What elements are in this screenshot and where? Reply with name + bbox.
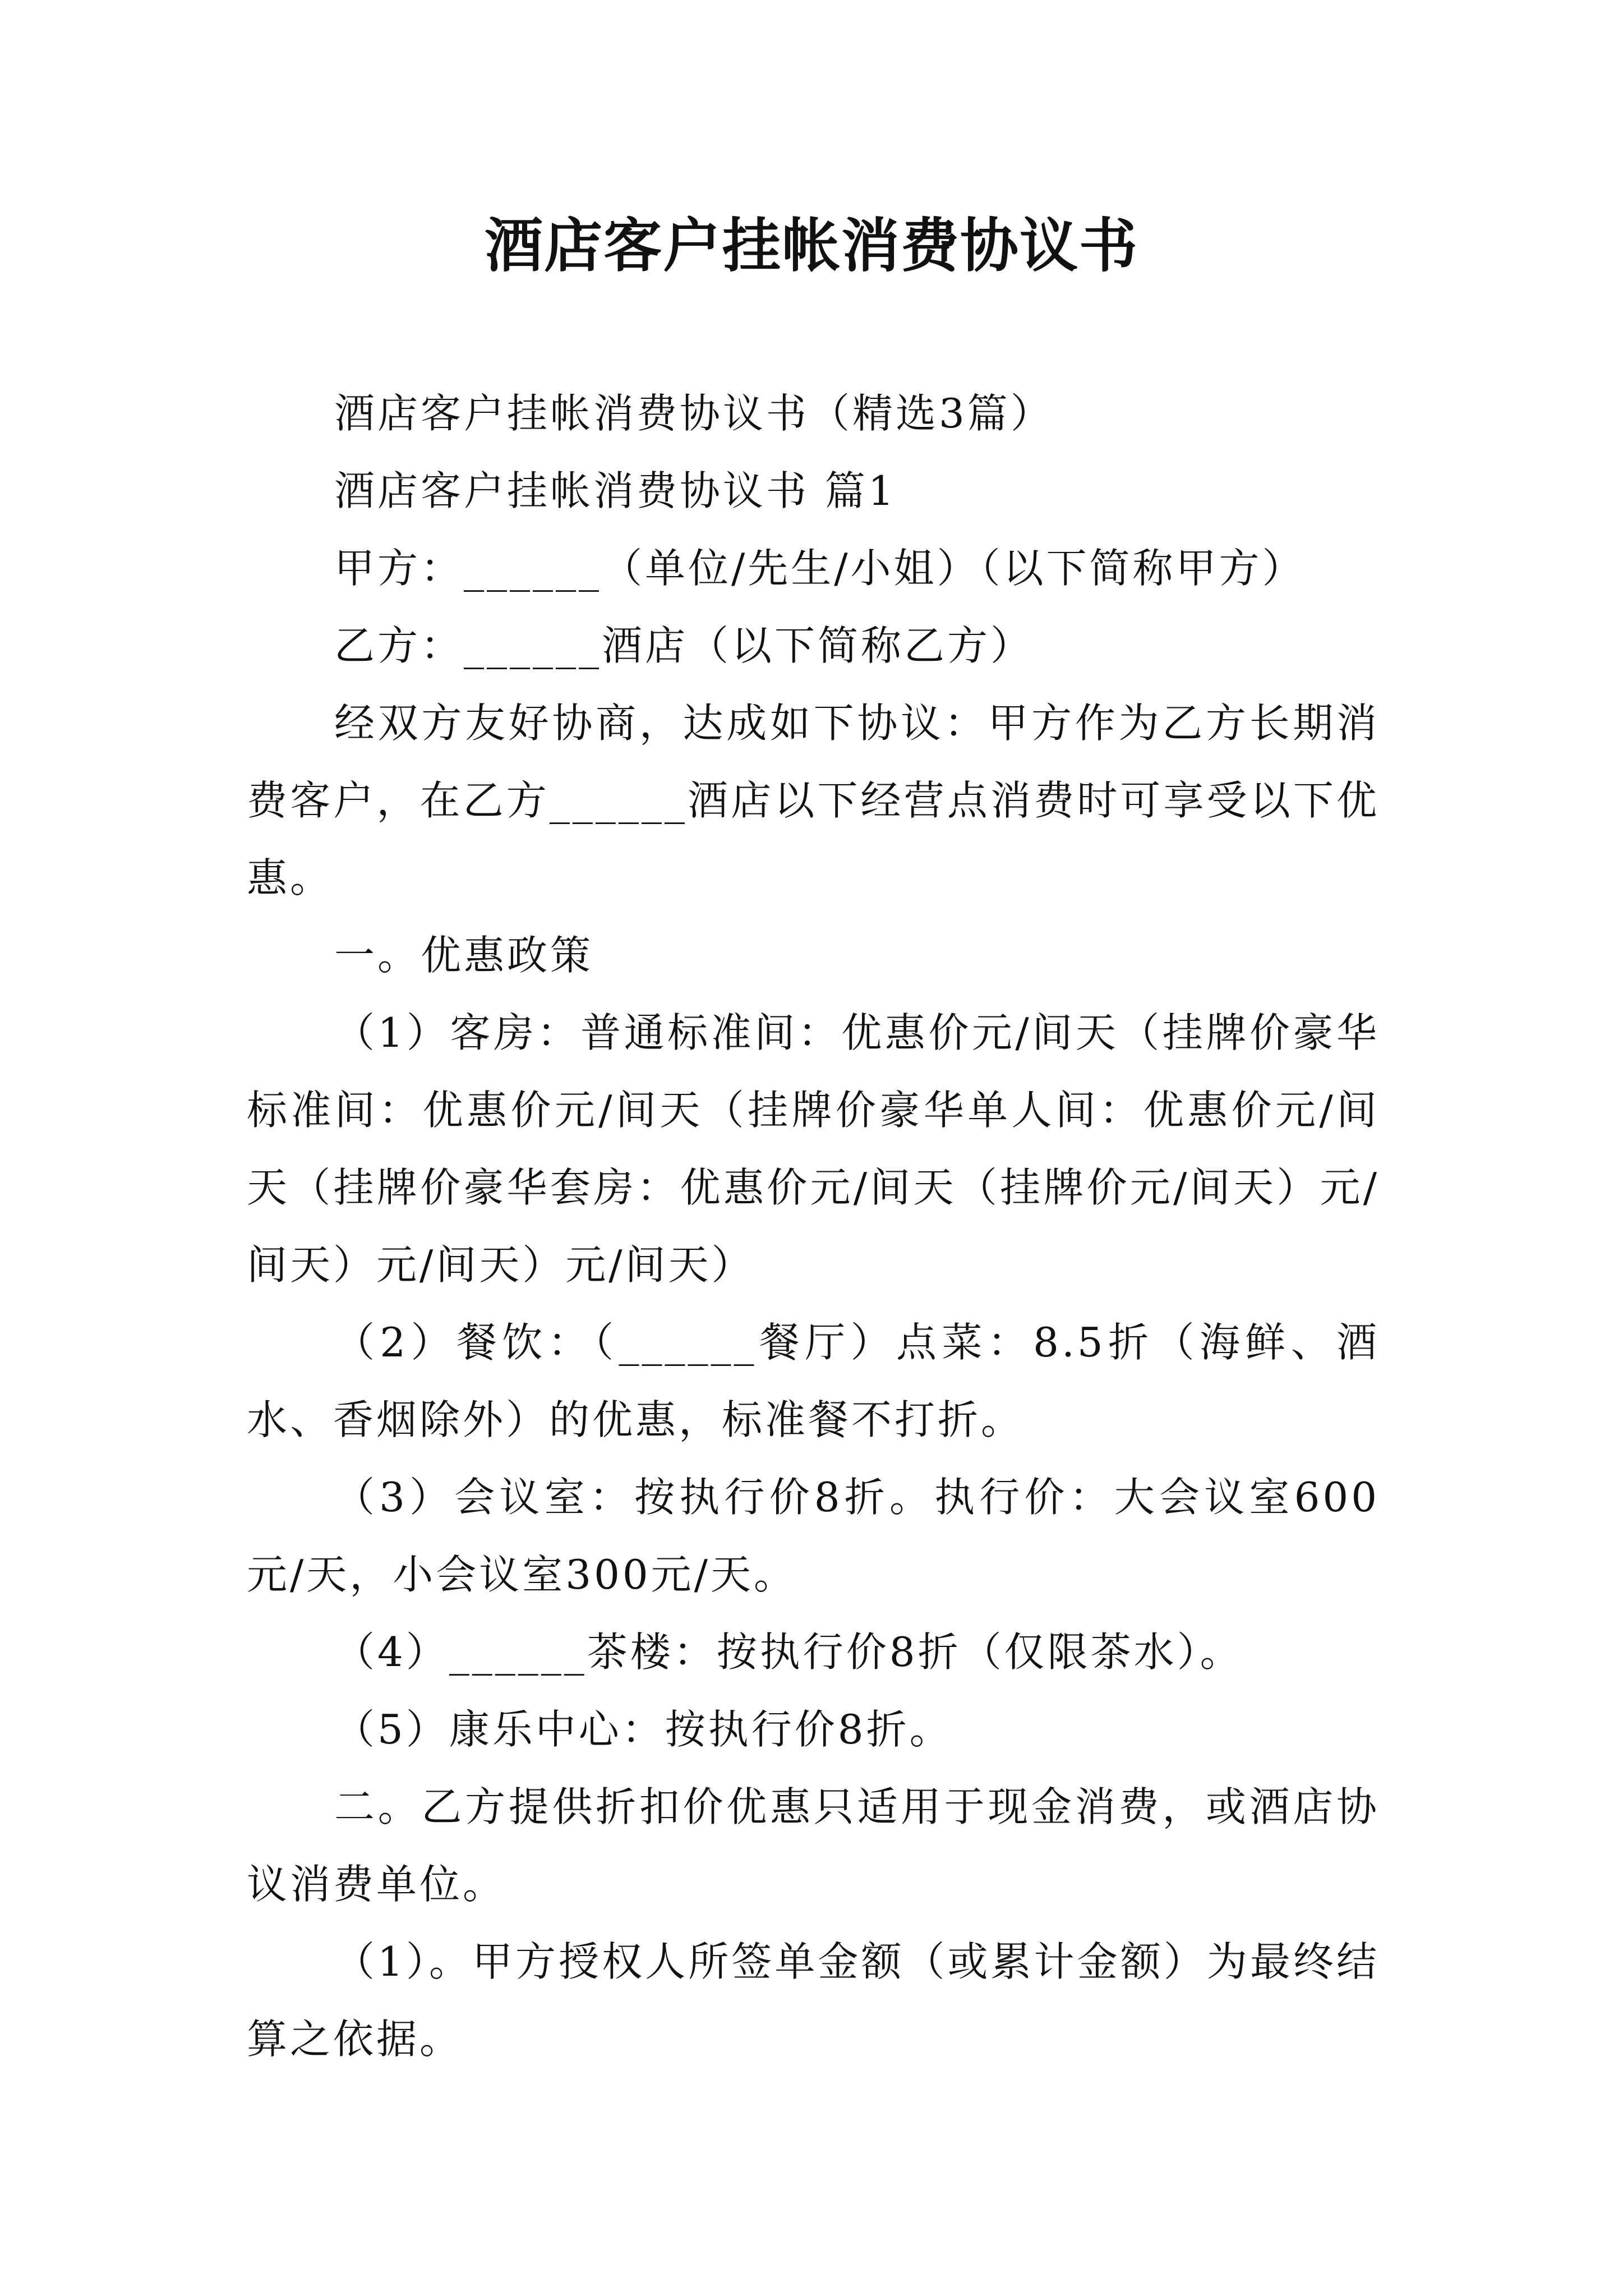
paragraph-clause-two: 二。乙方提供折扣价优惠只适用于现金消费，或酒店协议消费单位。	[247, 1783, 1380, 1908]
paragraph-recreation-center: （5）康乐中心：按执行价8折。	[334, 1706, 953, 1753]
paragraph-dining: （2）餐饮：（______餐厅）点菜：8.5折（海鲜、酒水、香烟除外）的优惠，标准餐不打折。	[247, 1319, 1380, 1443]
paragraph-party-b: 乙方：______酒店（以下简称乙方）	[334, 622, 1034, 669]
paragraph-section-heading: 酒店客户挂帐消费协议书 篇1	[334, 467, 897, 514]
paragraph-settlement-basis: （1）。甲方授权人所签单金额（或累计金额）为最终结算之依据。	[247, 1938, 1380, 2063]
paragraph-agreement-intro: 经双方友好协商，达成如下协议：甲方作为乙方长期消费客户，在乙方______酒店以下经营点消费时可享受以下优惠。	[247, 700, 1380, 901]
paragraph-policy-heading: 一。优惠政策	[334, 932, 594, 979]
paragraph-party-a: 甲方：______（单位/先生/小姐）（以下简称甲方）	[334, 545, 1306, 592]
paragraph-meeting-rooms: （3）会议室：按执行价8折。执行价：大会议室600元/天，小会议室300元/天。	[247, 1474, 1380, 1598]
paragraph-rooms: （1）客房：普通标准间：优惠价元/间天（挂牌价豪华标准间：优惠价元/间天（挂牌价豪华单人间：优惠价元/间天（挂牌价豪华套房：优惠价元/间天（挂牌价元/间天）元/间天）元/间天）元/间天）	[247, 1009, 1380, 1289]
paragraph-subtitle: 酒店客户挂帐消费协议书（精选3篇）	[334, 390, 1054, 437]
paragraph-tea-house: （4）______茶楼：按执行价8折（仅限茶水）。	[334, 1628, 1243, 1676]
document-body	[247, 375, 1380, 2078]
document-title: 酒店客户挂帐消费协议书	[484, 211, 1138, 280]
